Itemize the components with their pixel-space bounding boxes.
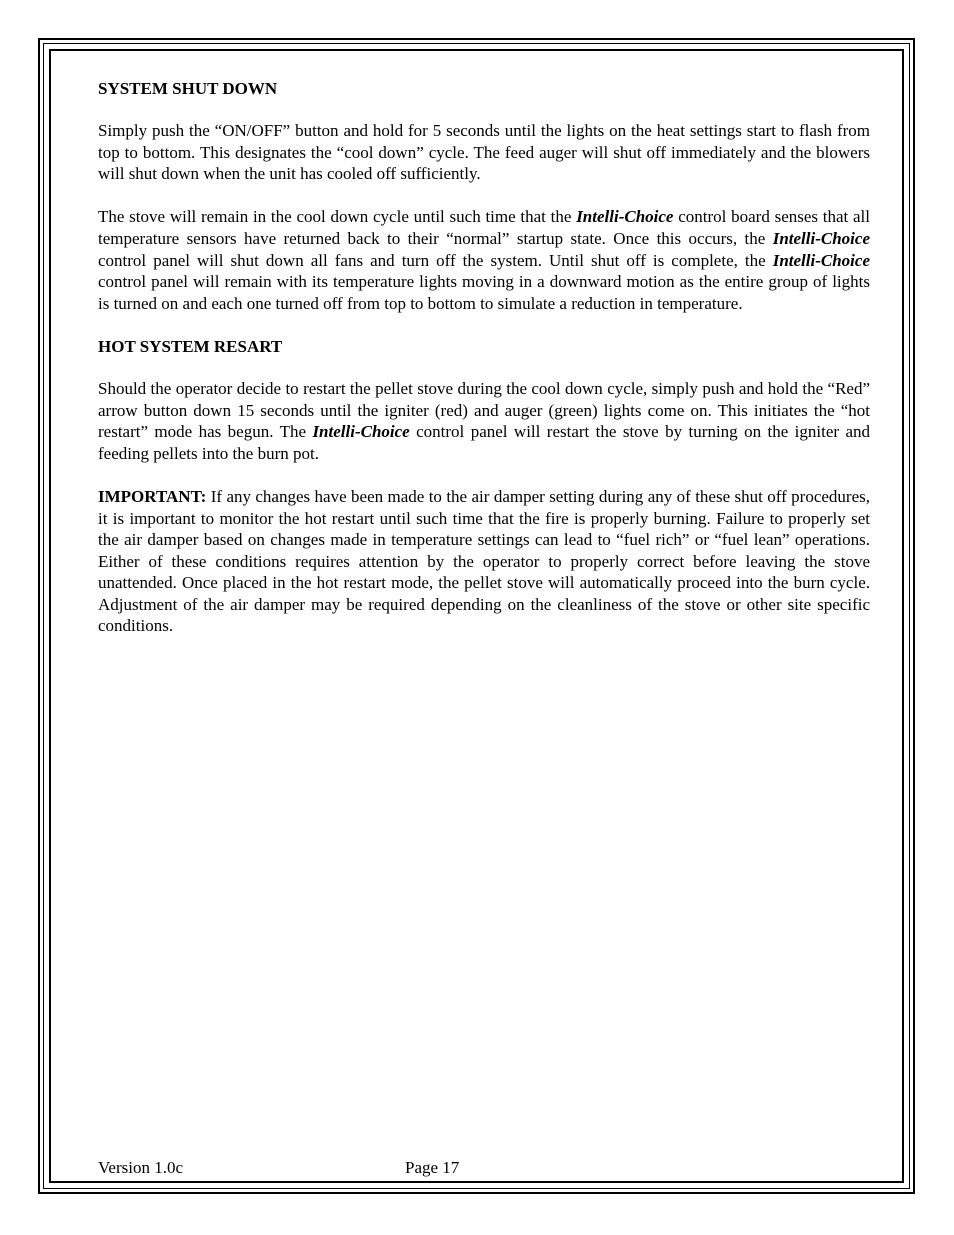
shutdown-paragraph-2 [98, 206, 870, 314]
brand-name: Intelli-Choice [576, 207, 674, 227]
page-content [98, 78, 870, 659]
text-run: control panel will remain with its temperature lights moving in a downward motion as the entire group of lights is turned on and each one turned off from top to bottom to simulate a reduction in temperature. [98, 272, 870, 313]
text-run: control panel will shut down all fans and turn off the system. Until shut off is complete, the [98, 250, 773, 270]
text-run: control board senses that all temperature sensors have returned back to their “normal” startup state. Once this occurs, the [98, 207, 871, 248]
text-run: control panel will restart the stove by turning on the igniter and feeding pellets into the burn pot. [98, 422, 870, 463]
text-run: The stove will remain in the cool down cycle until such time that the [98, 207, 577, 227]
brand-name: Intelli-Choice [312, 422, 410, 442]
text-run: Should the operator decide to restart the pellet stove during the cool down cycle, simply push and hold the “Red” arrow button down 15 seconds until the igniter (red) and auger (green) lights come on. This initiates the “hot restart” mode has begun. The [98, 378, 870, 442]
section-heading-restart: HOT SYSTEM RESART [98, 336, 283, 356]
brand-name: Intelli-Choice [772, 250, 870, 270]
shutdown-paragraph-1: Simply push the “ON/OFF” button and hold for 5 seconds until the lights on the heat settings start to flash from top to bottom. This designates the “cool down” cycle. The feed auger will shut off immediately and the blowers will shut down when the unit has cooled off sufficiently. [98, 121, 870, 184]
important-label: IMPORTANT: [98, 486, 207, 506]
text-run: If any changes have been made to the air damper setting during any of these shut off procedures, it is important to monitor the hot restart until such time that the fire is properly burning. Failure to properly set the air damper based on changes made in temperature settings can lead to “fuel rich” or “fuel lean” operations. Either of these conditions requires attention by the operator to properly correct before leaving the stove unattended. Once placed in the hot restart mode, the pellet stove will automatically proceed into the burn cycle. Adjustment of the air damper may be required depending on the cleanliness of the stove or other site specific conditions. [98, 486, 870, 636]
footer-version: Version 1.0c [98, 1158, 183, 1177]
important-paragraph [98, 486, 870, 637]
brand-name: Intelli-Choice [772, 228, 870, 248]
restart-paragraph-1 [98, 378, 870, 464]
footer-page-number: Page 17 [405, 1158, 460, 1177]
section-heading-shutdown: SYSTEM SHUT DOWN [98, 79, 278, 98]
